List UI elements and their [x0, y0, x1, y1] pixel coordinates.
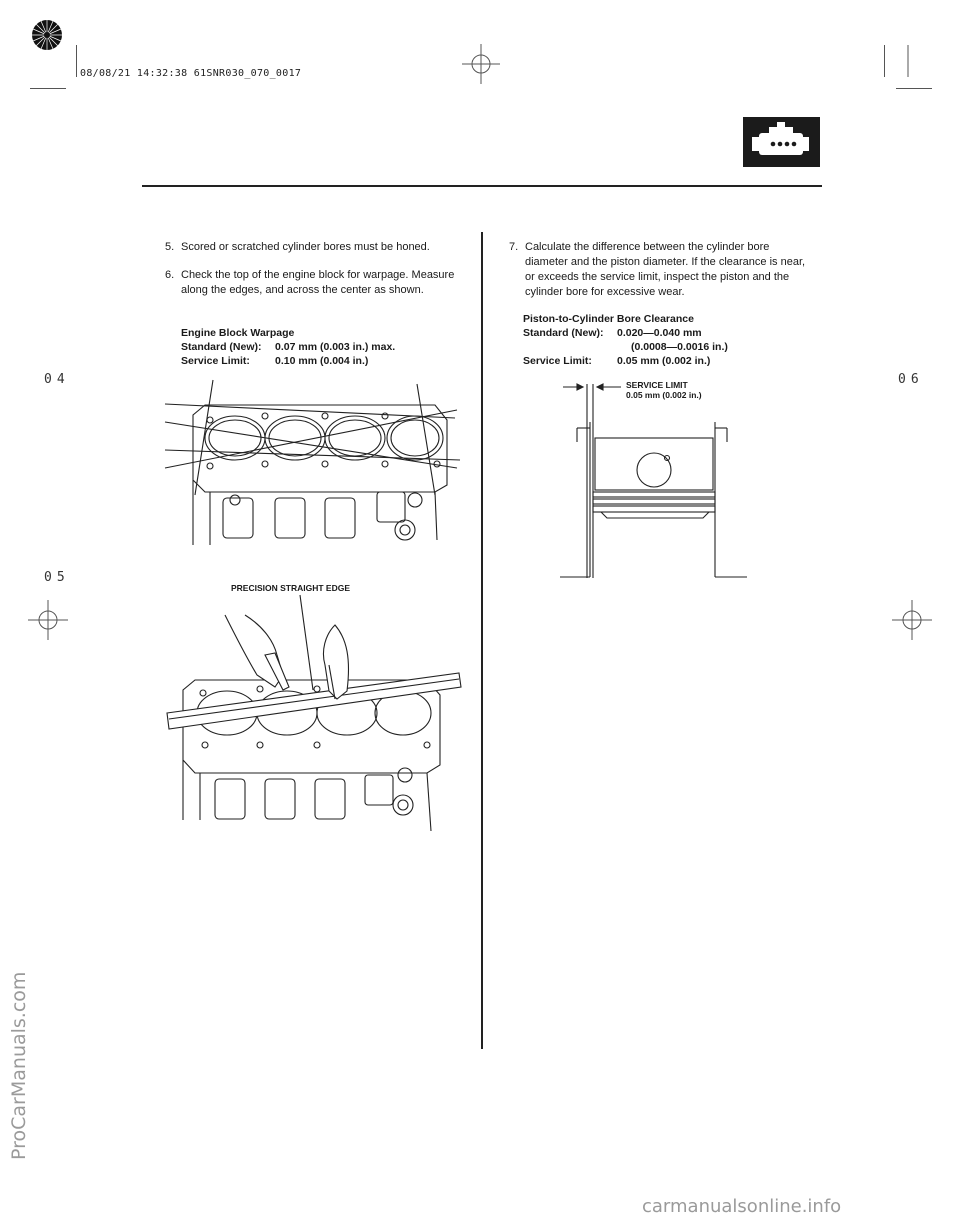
margin-number: 04 [44, 372, 70, 387]
warpage-service-value: 0.10 mm (0.004 in.) [275, 355, 369, 367]
warpage-standard-value: 0.07 mm (0.003 in.) max. [275, 341, 396, 353]
clearance-standard-value-in: (0.0008—0.0016 in.) [631, 341, 728, 353]
print-starburst-mark [30, 18, 64, 52]
step-number: 5. [165, 241, 175, 253]
engine-block-measure-figure [165, 380, 465, 555]
step-text: Scored or scratched cylinder bores must be honed. [181, 241, 430, 253]
side-watermark: ProCarManuals.com [8, 971, 30, 1160]
clearance-service-value: 0.05 mm (0.002 in.) [617, 355, 711, 367]
margin-number: 05 [44, 570, 70, 585]
engine-icon [743, 117, 820, 167]
service-limit-value: 0.05 mm (0.002 in.) [626, 390, 702, 400]
clearance-standard-value: 0.020—0.040 mm [617, 327, 702, 339]
clearance-standard-label: Standard (New): [523, 327, 604, 339]
precision-straight-edge-label: PRECISION STRAIGHT EDGE [231, 583, 351, 593]
service-limit-label: SERVICE LIMIT [626, 380, 688, 390]
clearance-spec-title: Piston-to-Cylinder Bore Clearance [523, 313, 694, 325]
piston-bore-clearance-figure [555, 380, 755, 580]
step-number: 6. [165, 269, 175, 281]
clearance-service-label: Service Limit: [523, 355, 592, 367]
header-rule [142, 185, 822, 187]
warpage-spec-title: Engine Block Warpage [181, 327, 295, 339]
warpage-standard-label: Standard (New): [181, 341, 262, 353]
bottom-watermark: carmanualsonline.info [642, 1196, 842, 1217]
step-text: Check the top of the engine block for warpage. Measure along the edges, and across the center as shown. [181, 269, 455, 296]
step-text: Calculate the difference between the cylinder bore diameter and the piston diameter. If the clearance is near, or exceeds the service limit, inspect the piston and the cylinder bore for excessive wear. [525, 241, 806, 298]
column-divider [481, 232, 483, 1049]
print-timestamp: 08/08/21 14:32:38 61SNR030_070_0017 [80, 68, 302, 79]
margin-number: 06 [898, 372, 924, 387]
step-number: 7. [509, 241, 519, 253]
engine-section-badge [743, 117, 820, 167]
straight-edge-figure [165, 595, 465, 835]
warpage-service-label: Service Limit: [181, 355, 250, 367]
